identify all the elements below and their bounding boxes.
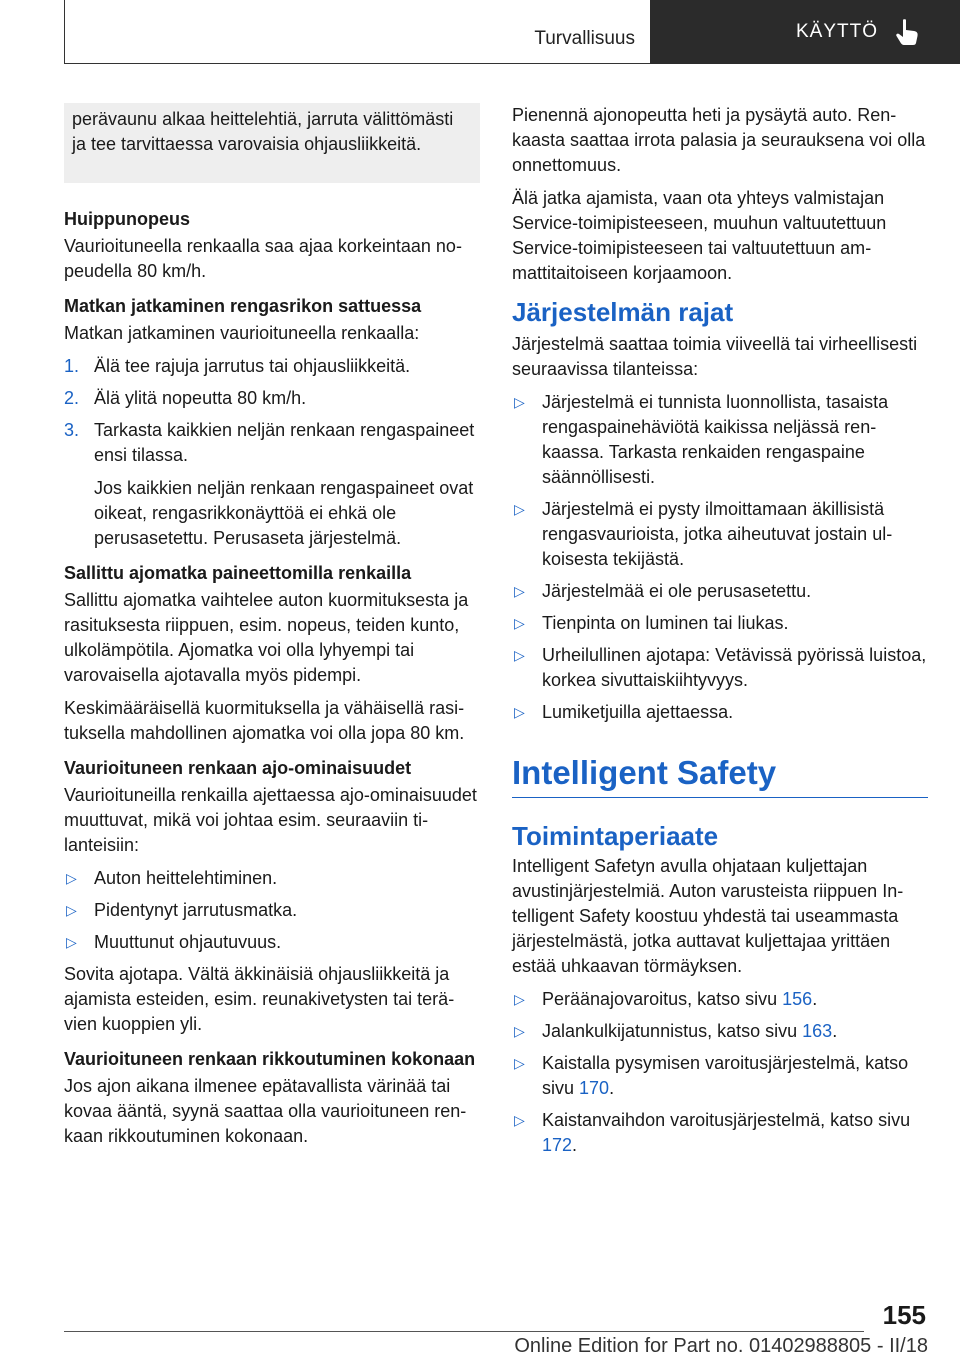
list-item-text: Tienpinta on luminen tai liukas. [542,613,789,633]
list-item [512,1108,928,1158]
page-link[interactable]: 156 [782,989,813,1009]
list-item-text: Pidentynyt jarrutusmatka. [94,900,298,920]
paragraph-allowed-range-1: Sallittu ajomatka vaihtelee auton kuormituksesta ja rasituksesta riippuen, esim. nopeus, teiden kunto, ulkolämpötila. Ajomatka voi olla lyhyempi tai varovaisella ajotavalla myös pidempi. [64,590,469,685]
list-item [512,579,928,604]
paragraph-continue-driving: Matkan jatkaminen vaurioituneella renkaalla: [64,323,420,343]
list-item-text: Kaistanvaihdon varoitusjärjestelmä, katso sivu [542,1110,911,1130]
system-limits-list [512,390,928,725]
paragraph-top-speed: Vaurioituneella renkaalla saa ajaa korkeintaan nopeudella 80 km/h. [64,236,462,281]
driving-properties-list [64,866,480,955]
heading-driving-properties: Vaurioituneen renkaan ajo-ominaisuudet [64,758,412,778]
list-item [64,930,480,955]
triangle-bullet-icon: ▷ [514,704,525,720]
paragraph-adjust-driving: Sovita ajotapa. Vältä äkkinäisiä ohjausliikkeitä ja ajamista esteiden, esim. reunakivetysten tai terävien kuoppien yli. [64,964,455,1034]
list-item-end: . [812,989,818,1009]
list-item [64,898,480,923]
list-item-text: Järjestelmä ei pysty ilmoittamaan äkillisistä rengasvaurioista, jotka aiheutuvat jostain ulkoisesta tekijästä. [542,499,893,569]
list-item [64,386,480,411]
warning-note-text: perävaunu alkaa heittelehtiä, jarruta välittömästi ja tee tarvittaessa varovaisia ohjausliikkeitä. [72,109,454,154]
step-number: 3. [64,420,80,440]
heading-continue-driving: Matkan jatkaminen rengasrikon sattuessa [64,296,422,316]
list-item-text: Järjestelmä ei tunnista luonnollista, tasaista rengaspainehäviötä kaikissa neljässä renkaassa. Tarkasta renkaiden rengaspaine säännöllisesti. [542,392,889,487]
pointing-hand-icon [894,18,920,46]
paragraph-principle: Intelligent Safetyn avulla ohjataan kuljettajan avustinjärjestelmiä. Auton varusteista riippuen Intelligent Safety koostuu yhdestä tai useammasta järjestelmästä, jotka auttavat kuljettajaa yrittäen estää uhkaavan törmäyksen. [512,856,904,976]
paragraph-complete-failure: Jos ajon aikana ilmenee epätavallista värinää tai kovaa ääntä, syynä saattaa olla vaurioituneen renkaan rikkoutuminen kokonaan. [64,1076,467,1146]
triangle-bullet-icon: ▷ [514,1055,525,1071]
heading-system-limits: Järjestelmän rajat [512,297,734,327]
list-item-end: . [609,1078,615,1098]
list-item [512,611,928,636]
heading-allowed-range: Sallittu ajomatka paineettomilla renkailla [64,563,412,583]
triangle-bullet-icon: ▷ [514,583,525,599]
header-chapter-label: KÄYTTÖ [795,21,878,42]
header-chapter-tab [650,0,960,64]
header-section-title: Turvallisuus [534,28,635,49]
continue-steps-list [64,354,480,551]
right-column [512,103,928,1165]
list-item-text: Muuttunut ohjautuvuus. [94,932,282,952]
triangle-bullet-icon: ▷ [514,1112,525,1128]
list-item [512,700,928,725]
step-number: 1. [64,356,80,376]
list-item-text: Urheilullinen ajotapa: Vetävissä pyörissä luistoa, korkea sivuttaiskiihtyvyys. [542,645,927,690]
step-text: Älä tee rajuja jarrutus tai ohjausliikkeitä. [94,356,411,376]
step-sub-paragraph: Jos kaikkien neljän renkaan rengaspaineet ovat oikeat, rengasrikkonäyttöä ei ehkä ole perusasetettu. Perusaseta järjestelmä. [94,478,474,548]
list-item-text: Jalankulkijatunnistus, katso sivu [542,1021,803,1041]
list-item-end: . [572,1135,578,1155]
safety-systems-list [512,987,928,1158]
triangle-bullet-icon: ▷ [514,615,525,631]
triangle-bullet-icon: ▷ [66,934,77,950]
list-item [512,1051,928,1101]
warning-note [64,103,480,183]
step-number: 2. [64,388,80,408]
paragraph-system-limits: Järjestelmä saattaa toimia viiveellä tai virheellisesti seuraavissa tilanteissa: [512,334,918,379]
list-item [64,418,480,551]
step-text: Älä ylitä nopeutta 80 km/h. [94,388,307,408]
paragraph-allowed-range-2: Keskimääräisellä kuormituksella ja vähäisellä rasituksella mahdollinen ajomatka voi olla jopa 80 km. [64,698,465,743]
list-item [512,987,928,1012]
list-item-text: Kaistalla pysymisen varoitusjärjestelmä, katso sivu [542,1053,909,1098]
page-link[interactable]: 163 [802,1021,833,1041]
list-item [512,497,928,572]
triangle-bullet-icon: ▷ [514,394,525,410]
step-text: Tarkasta kaikkien neljän renkaan rengaspaineet ensi tilassa. [94,420,475,465]
header-bottom-rule [64,63,650,64]
list-item [512,1019,928,1044]
heading-complete-failure: Vaurioituneen renkaan rikkoutuminen kokonaan [64,1049,476,1069]
header-left-rule [64,0,65,64]
left-column [64,103,480,1157]
triangle-bullet-icon: ▷ [514,991,525,1007]
heading-top-speed: Huippunopeus [64,209,190,229]
list-item [64,354,480,379]
footer-edition: Online Edition for Part no. 01402988805 - II/18 [514,1335,928,1357]
footer-rule [64,1331,864,1332]
triangle-bullet-icon: ▷ [514,1023,525,1039]
list-item-text: Auton heittelehtiminen. [94,868,278,888]
heading-principle: Toimintaperiaate [512,821,719,851]
triangle-bullet-icon: ▷ [66,870,77,886]
list-item [512,643,928,693]
page-link[interactable]: 172 [542,1135,573,1155]
triangle-bullet-icon: ▷ [66,902,77,918]
list-item-end: . [832,1021,838,1041]
paragraph-driving-properties: Vaurioituneilla renkailla ajettaessa ajo-ominaisuudet muuttuvat, mikä voi johtaa esim. seuraaviin tilanteisiin: [64,785,477,855]
list-item [64,866,480,891]
triangle-bullet-icon: ▷ [514,647,525,663]
list-item [512,390,928,490]
paragraph-contact-service: Älä jatka ajamista, vaan ota yhteys valmistajan Service-toimipisteeseen, muuhun valtuutettuun Service-toimipisteeseen tai valtuutettuun ammattitaitoiseen korjaamoon. [512,188,887,283]
list-item-text: Järjestelmää ei ole perusasetettu. [542,581,812,601]
page-number: 155 [882,1300,926,1330]
heading-intelligent-safety: Intelligent Safety [512,753,928,798]
paragraph-reduce-speed: Pienennä ajonopeutta heti ja pysäytä auto. Renkaasta saattaa irrota palasia ja seurauksena voi olla onnettomuus. [512,105,926,175]
list-item-text: Peräänajovaroitus, katso sivu [542,989,783,1009]
page-link[interactable]: 170 [579,1078,610,1098]
triangle-bullet-icon: ▷ [514,501,525,517]
list-item-text: Lumiketjuilla ajettaessa. [542,702,734,722]
